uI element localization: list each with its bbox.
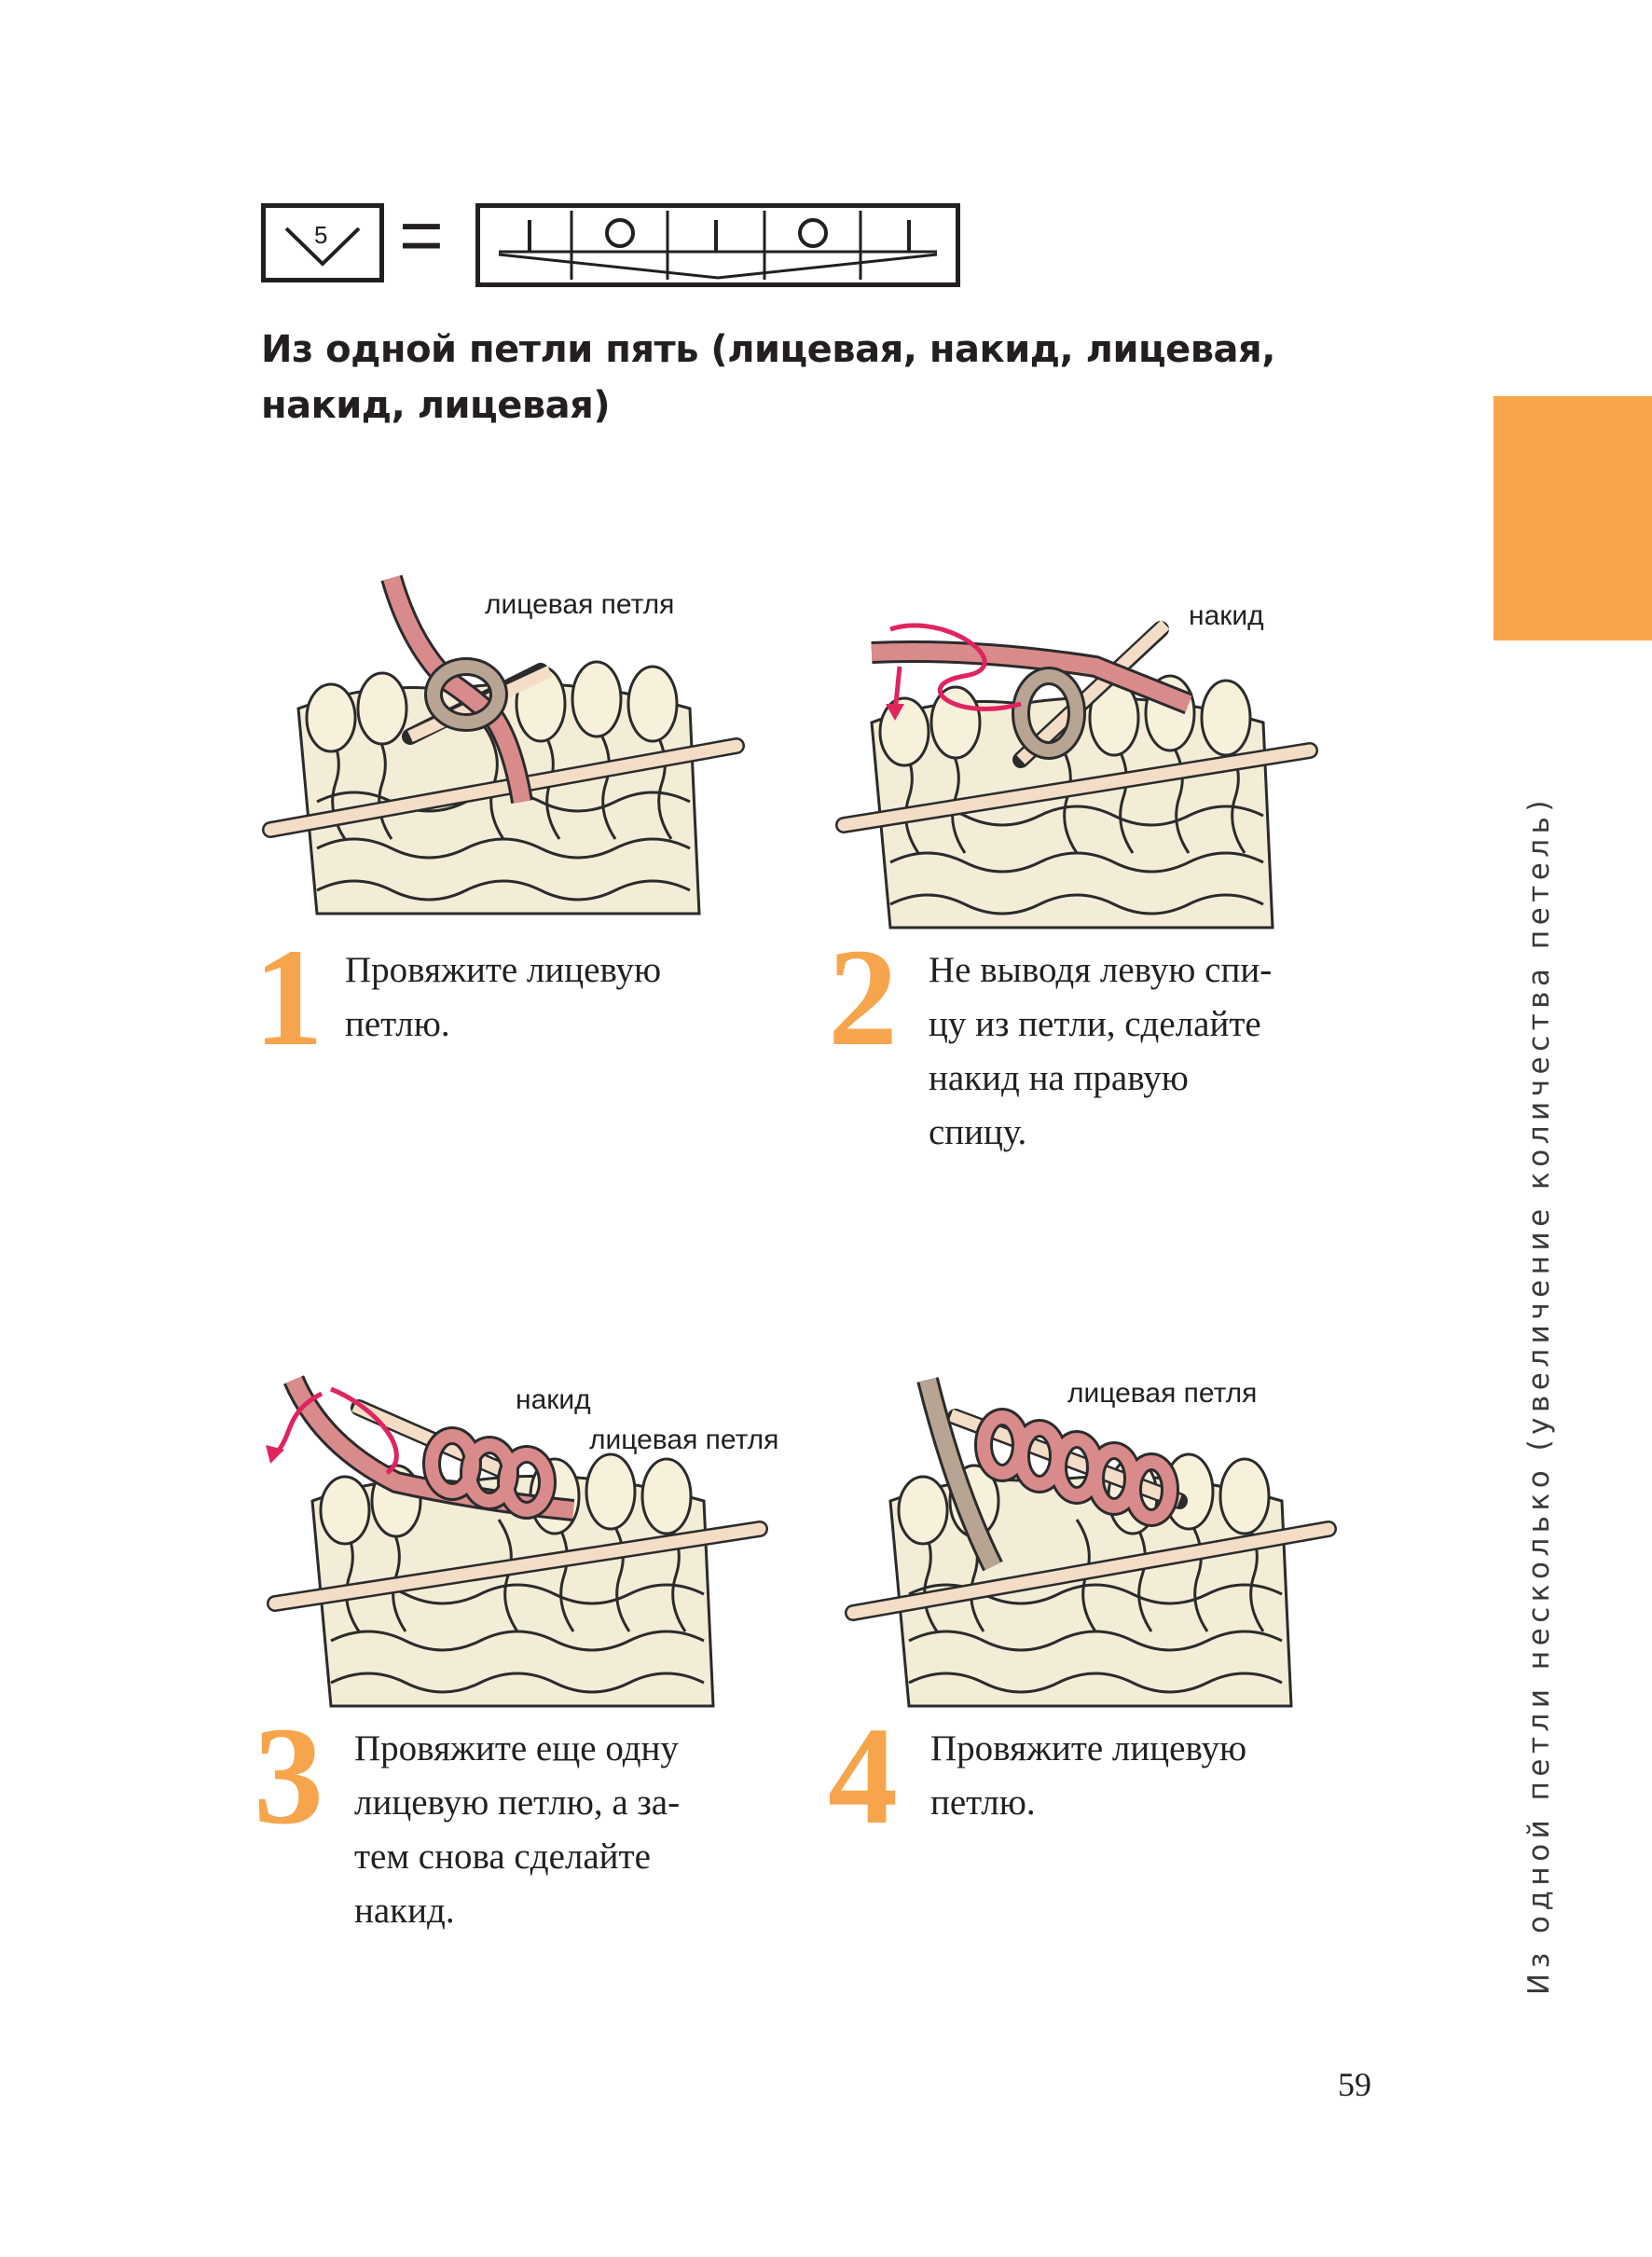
step-number-1: 1 (254, 920, 324, 1075)
step-number-4: 4 (828, 1699, 898, 1853)
step-text-3: Провяжите еще одну лицевую петлю, а за- тем снова сделайте накид. (354, 1728, 681, 1931)
label-knit-loop-1: лицевая петля (485, 589, 675, 620)
step4-illustration (834, 1380, 1338, 1697)
step-text-4: Провяжите лицевую петлю. (930, 1728, 1247, 1823)
step-number-2: 2 (828, 920, 898, 1075)
chapter-tab (1494, 396, 1652, 640)
label-yarn-over-2: накид (1189, 600, 1264, 631)
equals-sign: = (399, 193, 444, 278)
increase-symbol-box (261, 203, 384, 282)
step-text-1: Провяжите лицевую петлю. (345, 950, 662, 1044)
step-number-3: 3 (254, 1699, 324, 1853)
label-knit-loop-4: лицевая петля (1067, 1378, 1258, 1409)
increase-count: 5 (314, 221, 328, 249)
page-title: Из одной петли пять (лицевая, накид, лицевая, накид, лицевая) (261, 328, 1275, 427)
side-chapter-title: Из одной петли несколько (увеличение количества петель) (1522, 795, 1556, 1995)
step-text-2: Не выводя левую спи- цу из петли, сделайте накид на правую спицу. (929, 950, 1273, 1152)
label-yarn-over-3: накид (516, 1384, 591, 1415)
step2-illustration (834, 611, 1319, 928)
page-number: 59 (1338, 2066, 1371, 2103)
five-cell-symbol-icon (475, 203, 960, 287)
step3-illustration (266, 1370, 769, 1697)
label-knit-loop-3: лицевая петля (589, 1424, 779, 1455)
